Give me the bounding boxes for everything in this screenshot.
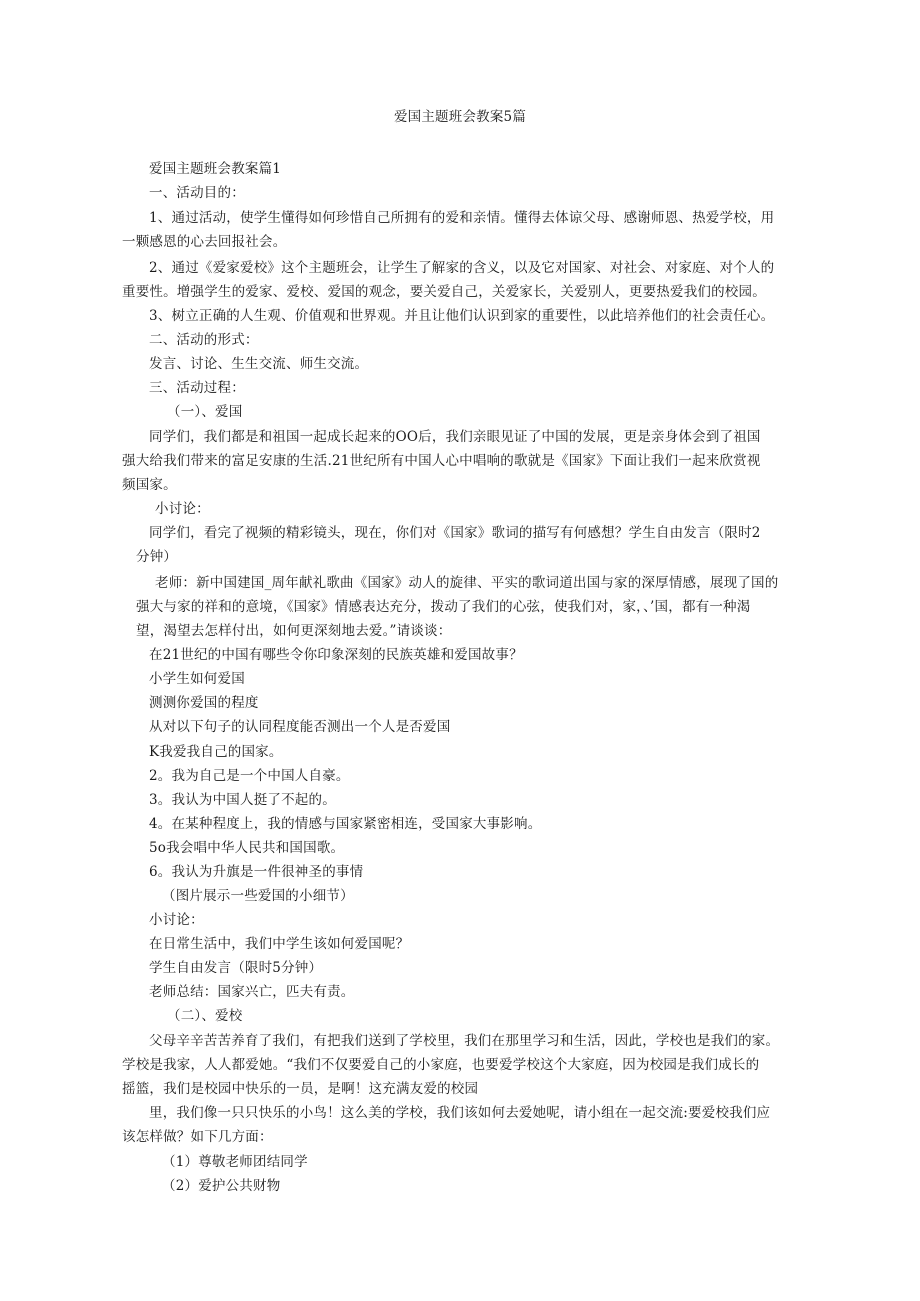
- text-line: 同学们，我们都是和祖国一起成长起来的OO后，我们亲眼见证了中国的发展，更是亲身体会到了祖国: [149, 429, 761, 445]
- text-line: 学校是我家，人人都爱她。“我们不仅要爱自己的小家庭，也要爱学校这个大家庭，因为校园是我们成长的: [122, 1057, 760, 1073]
- text-line: 学生自由发言（限时5分钟）: [149, 960, 323, 976]
- text-line: 2、通过《爱家爱校》这个主题班会，让学生了解家的含义，以及它对国家、对社会、对家庭、对个人的: [149, 260, 775, 276]
- text-line: 在日常生活中，我们中学生该如何爱国呢？: [149, 936, 410, 952]
- text-line: 发言、讨论、生生交流、师生交流。: [149, 356, 369, 372]
- text-line: 老师总结：国家兴亡，匹夫有责。: [149, 984, 355, 1000]
- list-item: K我爱我自己的国家。: [149, 744, 283, 760]
- text-line: 摇篮，我们是校园中快乐的一员，是啊！这充满友爱的校园: [122, 1081, 479, 1097]
- text-line: 频国家。: [122, 477, 177, 493]
- list-item: 6。我认为升旗是一件很神圣的事情: [149, 864, 364, 880]
- text-line: 一颗感恩的心去回报社会。: [122, 234, 287, 250]
- text-line: 三、活动过程：: [149, 380, 245, 396]
- list-item: 2。我为自己是一个中国人自豪。: [149, 768, 350, 784]
- text-line: 老师：新中国建国_周年献礼歌曲《国家》动人的旋律、平实的歌词道出国与家的深厚情感，展现了国的: [155, 575, 779, 591]
- text-line: 在21世纪的中国有哪些令你印象深刻的民族英雄和爱国故事？: [149, 647, 523, 663]
- text-line: （图片展示一些爱国的小细节）: [162, 888, 354, 904]
- list-item: 4。在某种程度上，我的情感与国家紧密相连，受国家大事影响。: [149, 816, 542, 832]
- list-item: 3。我认为中国人挺了不起的。: [149, 792, 336, 808]
- text-line: 小学生如何爱国: [149, 671, 245, 687]
- text-line: 望，渴望去怎样付出，如何更深刻地去爱。”请谈谈：: [136, 623, 452, 639]
- text-line: 二、活动的形式：: [149, 332, 259, 348]
- section-heading: 爱国主题班会教案篇1: [149, 161, 282, 177]
- text-line: 该怎样做？如下几方面：: [122, 1129, 273, 1145]
- text-line: 从对以下句子的认同程度能否测出一个人是否爱国: [149, 719, 451, 735]
- text-line: 一、活动目的：: [149, 185, 245, 201]
- list-item: （2）爱护公共财物: [162, 1178, 281, 1194]
- list-item: 5o我会唱中华人民共和国国歌。: [149, 840, 345, 856]
- document-title: 爱国主题班会教案5篇: [393, 109, 527, 125]
- text-line: 强大与家的祥和的意境，《国家》情感表达充分，拨动了我们的心弦，使我们对，家，、’国，都有一种渴: [136, 599, 751, 615]
- text-line: （二）、爱校: [167, 1008, 243, 1024]
- text-line: 分钟）: [136, 549, 178, 565]
- text-line: 父母辛辛苦苦养育了我们，有把我们送到了学校里，我们在那里学习和生活，因此，学校也是我们的家。: [149, 1033, 780, 1049]
- text-line: 重要性。增强学生的爱家、爱校、爱国的观念，要关爱自己，关爱家长，关爱别人，更要热爱我们的校园。: [122, 284, 766, 300]
- text-line: （一）、爱国: [167, 404, 243, 420]
- text-line: 1、通过活动，使学生懂得如何珍惜自己所拥有的爱和亲情。懂得去体谅父母、感谢师恩、热爱学校，用: [149, 210, 775, 226]
- text-line: 小讨论：: [149, 912, 204, 928]
- text-line: 3、树立正确的人生观、价值观和世界观。并且让他们认识到家的重要性，以此培养他们的社会责任心。: [149, 308, 775, 324]
- text-line: 同学们，看完了视频的精彩镜头，现在，你们对《国家》歌词的描写有何感想？学生自由发言（限时2: [149, 525, 761, 541]
- text-line: 强大给我们带来的富足安康的生活.21世纪所有中国人心中唱响的歌就是《国家》下面让我们一起来欣赏视: [122, 453, 761, 469]
- text-line: 测测你爱国的程度: [149, 695, 259, 711]
- list-item: （1）尊敬老师团结同学: [162, 1154, 308, 1170]
- text-line: 小讨论：: [155, 501, 210, 517]
- text-line: 里，我们像一只只快乐的小鸟！这么美的学校，我们该如何去爱她呢，请小组在一起交流:要爱校我们应: [149, 1105, 771, 1121]
